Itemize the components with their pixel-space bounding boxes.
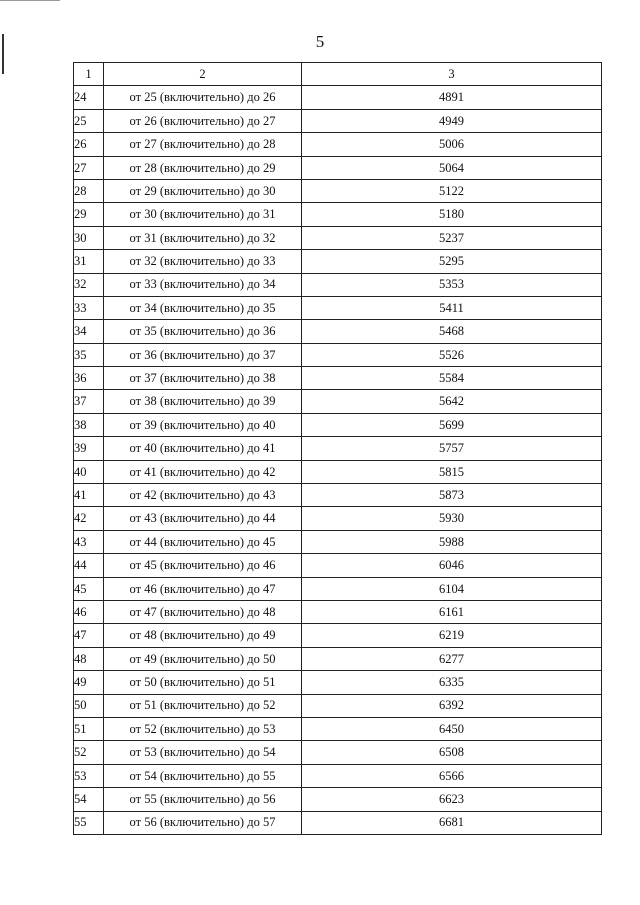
row-value: 5237 [302, 226, 602, 249]
table-row [74, 250, 602, 273]
row-value: 6046 [302, 554, 602, 577]
row-value: 5699 [302, 413, 602, 436]
table-row [74, 764, 602, 787]
row-number: 24 [74, 86, 104, 109]
row-number: 30 [74, 226, 104, 249]
row-value: 6335 [302, 671, 602, 694]
data-table [73, 62, 602, 835]
row-range: от 31 (включительно) до 32 [104, 226, 302, 249]
scan-edge-mark [0, 0, 60, 1]
row-number: 28 [74, 179, 104, 202]
table-row [74, 156, 602, 179]
row-number: 48 [74, 647, 104, 670]
row-value: 5006 [302, 133, 602, 156]
row-value: 5930 [302, 507, 602, 530]
row-number: 43 [74, 530, 104, 553]
table-row [74, 507, 602, 530]
table-row [74, 694, 602, 717]
row-number: 27 [74, 156, 104, 179]
row-number: 31 [74, 250, 104, 273]
row-range: от 34 (включительно) до 35 [104, 296, 302, 319]
row-range: от 56 (включительно) до 57 [104, 811, 302, 834]
table-row [74, 624, 602, 647]
row-number: 45 [74, 577, 104, 600]
table-header-row [74, 63, 602, 86]
table-row [74, 343, 602, 366]
row-value: 5468 [302, 320, 602, 343]
row-value: 5411 [302, 296, 602, 319]
row-number: 36 [74, 367, 104, 390]
row-value: 6508 [302, 741, 602, 764]
table-row [74, 226, 602, 249]
row-value: 6392 [302, 694, 602, 717]
row-value: 6623 [302, 788, 602, 811]
row-number: 34 [74, 320, 104, 343]
table-row [74, 390, 602, 413]
row-number: 51 [74, 717, 104, 740]
row-range: от 50 (включительно) до 51 [104, 671, 302, 694]
row-value: 6450 [302, 717, 602, 740]
row-value: 5642 [302, 390, 602, 413]
table-row [74, 600, 602, 623]
row-value: 5873 [302, 484, 602, 507]
row-range: от 29 (включительно) до 30 [104, 179, 302, 202]
table-row [74, 577, 602, 600]
row-value: 5988 [302, 530, 602, 553]
row-number: 50 [74, 694, 104, 717]
row-number: 37 [74, 390, 104, 413]
table-row [74, 811, 602, 834]
row-value: 6566 [302, 764, 602, 787]
row-number: 32 [74, 273, 104, 296]
row-value: 5757 [302, 437, 602, 460]
row-value: 6681 [302, 811, 602, 834]
column-header-3: 3 [302, 63, 602, 86]
row-number: 25 [74, 109, 104, 132]
table-row [74, 484, 602, 507]
row-range: от 40 (включительно) до 41 [104, 437, 302, 460]
row-value: 4891 [302, 86, 602, 109]
row-range: от 38 (включительно) до 39 [104, 390, 302, 413]
row-value: 5295 [302, 250, 602, 273]
table-row [74, 203, 602, 226]
table-row [74, 788, 602, 811]
row-value: 5064 [302, 156, 602, 179]
table-row [74, 109, 602, 132]
row-number: 52 [74, 741, 104, 764]
table-row [74, 741, 602, 764]
row-range: от 45 (включительно) до 46 [104, 554, 302, 577]
row-range: от 26 (включительно) до 27 [104, 109, 302, 132]
row-range: от 49 (включительно) до 50 [104, 647, 302, 670]
row-range: от 47 (включительно) до 48 [104, 600, 302, 623]
row-range: от 36 (включительно) до 37 [104, 343, 302, 366]
row-number: 47 [74, 624, 104, 647]
row-range: от 48 (включительно) до 49 [104, 624, 302, 647]
table-row [74, 367, 602, 390]
row-value: 6104 [302, 577, 602, 600]
row-range: от 30 (включительно) до 31 [104, 203, 302, 226]
row-range: от 35 (включительно) до 36 [104, 320, 302, 343]
table-row [74, 86, 602, 109]
row-value: 6277 [302, 647, 602, 670]
table-row [74, 717, 602, 740]
column-header-2: 2 [104, 63, 302, 86]
row-value: 6161 [302, 600, 602, 623]
table-row [74, 320, 602, 343]
row-range: от 52 (включительно) до 53 [104, 717, 302, 740]
row-value: 5584 [302, 367, 602, 390]
row-range: от 28 (включительно) до 29 [104, 156, 302, 179]
row-range: от 37 (включительно) до 38 [104, 367, 302, 390]
row-number: 46 [74, 600, 104, 623]
row-number: 44 [74, 554, 104, 577]
row-range: от 55 (включительно) до 56 [104, 788, 302, 811]
row-value: 5122 [302, 179, 602, 202]
row-range: от 42 (включительно) до 43 [104, 484, 302, 507]
table-row [74, 296, 602, 319]
row-value: 5526 [302, 343, 602, 366]
table-row [74, 179, 602, 202]
table-row [74, 437, 602, 460]
row-number: 49 [74, 671, 104, 694]
row-number: 42 [74, 507, 104, 530]
row-range: от 51 (включительно) до 52 [104, 694, 302, 717]
column-header-1: 1 [74, 63, 104, 86]
table-row [74, 647, 602, 670]
row-number: 39 [74, 437, 104, 460]
row-number: 40 [74, 460, 104, 483]
row-number: 41 [74, 484, 104, 507]
row-range: от 25 (включительно) до 26 [104, 86, 302, 109]
row-number: 38 [74, 413, 104, 436]
row-value: 6219 [302, 624, 602, 647]
table-row [74, 460, 602, 483]
row-range: от 46 (включительно) до 47 [104, 577, 302, 600]
row-range: от 27 (включительно) до 28 [104, 133, 302, 156]
table-row [74, 554, 602, 577]
page-number: 5 [315, 32, 325, 51]
row-range: от 41 (включительно) до 42 [104, 460, 302, 483]
table-row [74, 273, 602, 296]
row-range: от 53 (включительно) до 54 [104, 741, 302, 764]
row-value: 5815 [302, 460, 602, 483]
row-range: от 32 (включительно) до 33 [104, 250, 302, 273]
row-range: от 44 (включительно) до 45 [104, 530, 302, 553]
row-number: 26 [74, 133, 104, 156]
row-number: 35 [74, 343, 104, 366]
row-range: от 39 (включительно) до 40 [104, 413, 302, 436]
row-number: 55 [74, 811, 104, 834]
row-value: 4949 [302, 109, 602, 132]
row-value: 5353 [302, 273, 602, 296]
row-value: 5180 [302, 203, 602, 226]
row-number: 29 [74, 203, 104, 226]
row-range: от 54 (включительно) до 55 [104, 764, 302, 787]
table-row [74, 530, 602, 553]
row-number: 53 [74, 764, 104, 787]
row-range: от 33 (включительно) до 34 [104, 273, 302, 296]
row-range: от 43 (включительно) до 44 [104, 507, 302, 530]
table-row [74, 671, 602, 694]
row-number: 54 [74, 788, 104, 811]
table-row [74, 413, 602, 436]
row-number: 33 [74, 296, 104, 319]
table-row [74, 133, 602, 156]
